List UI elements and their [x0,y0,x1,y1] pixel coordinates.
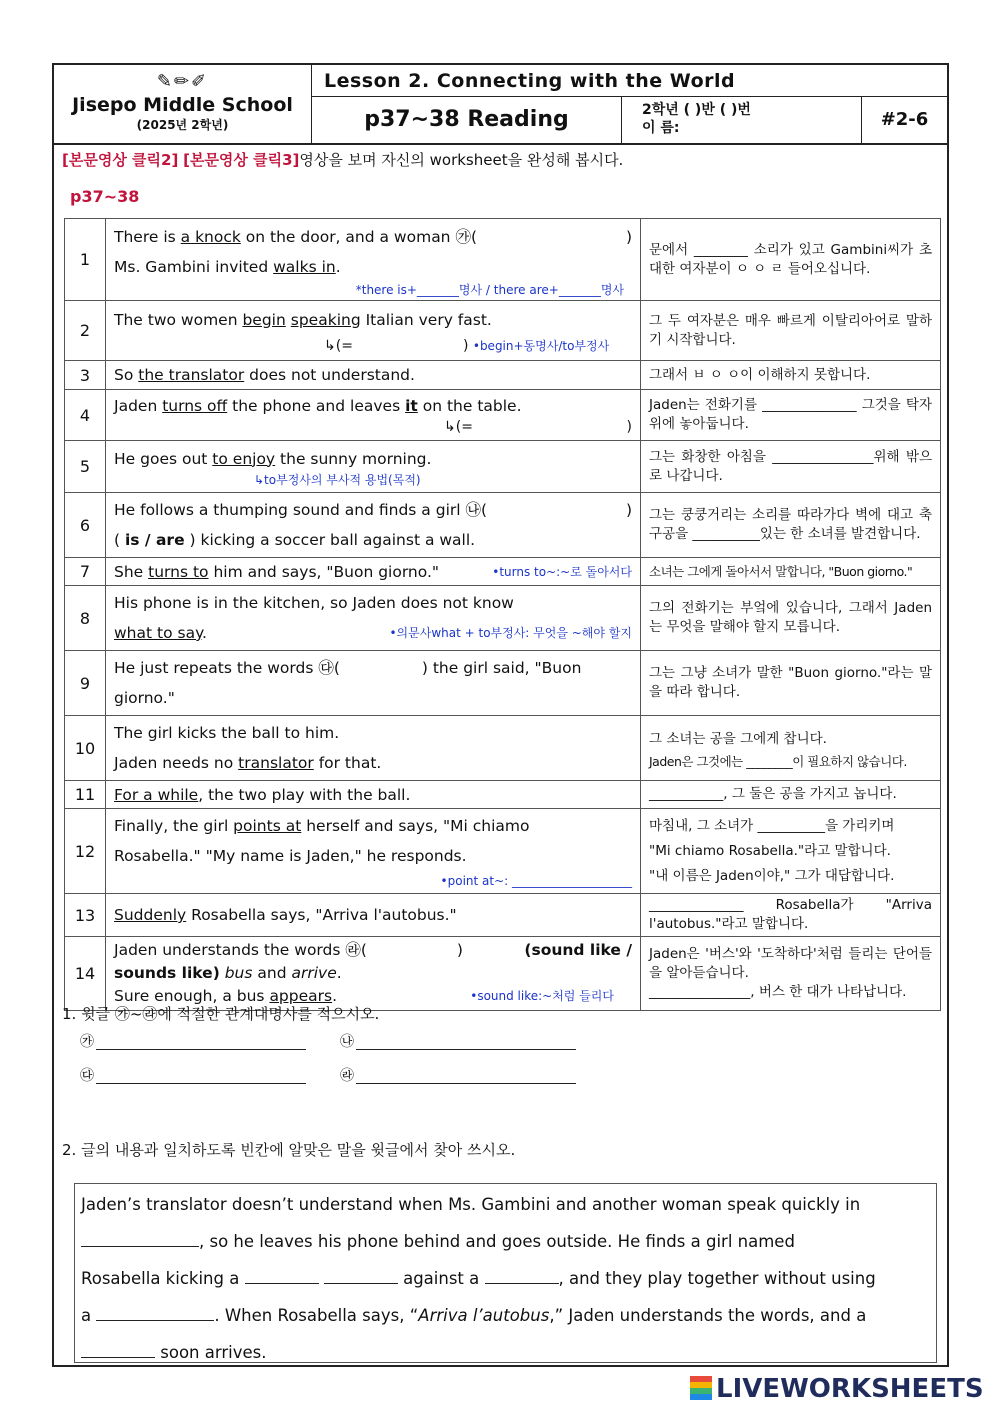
answer-line-ra[interactable] [356,1083,576,1084]
english-text: He just repeats the words ㉰( ) the girl said, "Buon giorno." [106,651,641,716]
summary-blank[interactable] [245,1270,319,1284]
table-row [65,894,941,937]
reading-table [64,218,941,1011]
row-number: 5 [65,441,106,493]
table-row [65,390,941,441]
worksheet [52,63,949,1367]
korean-text: Jaden는 전화기를 ______________ 그것을 탁자 위에 놓아둡니다. [641,390,941,441]
row-number: 4 [65,390,106,441]
english-text: Jaden understands the words ㉱( ) (sound like / sounds like) bus and arrive. Sure enough, a bus appears. •sound like:~처럼 들리다 [106,937,641,1011]
korean-text: 그는 쿵쿵거리는 소리를 따라가다 벽에 대고 축구공을 __________있는 한 소녀를 발견합니다. [641,493,941,558]
table-row [65,937,941,1011]
row-number: 8 [65,586,106,651]
liveworksheets-badge-icon [690,1376,712,1400]
row-number: 7 [65,558,106,586]
korean-text: 소녀는 그에게 돌아서서 말합니다, "Buon giorno." [641,558,941,586]
english-text: He goes out to enjoy the sunny morning. ↳to부정사의 부사적 용법(목적) [106,441,641,493]
row-number: 1 [65,219,106,301]
table-row [65,558,941,586]
school-year: (2025년 2학년) [136,118,229,132]
grammar-note: •sound like:~처럼 들리다 [470,989,614,1003]
pencil-icons: ✎✏✐ [156,71,209,92]
label-ga: ㉮ [80,1034,94,1050]
table-row [65,441,941,493]
english-text: Suddenly Rosabella says, "Arriva l'autobus." [106,894,641,937]
grammar-note: *there is+_______명사 / there are+_______명사 [355,282,624,297]
korean-text: 마침내, 그 소녀가 __________을 가리키며 "Mi chiamo Rosabella."라고 말합니다. "내 이름은 Jaden이야," 그가 대답합니다. [641,809,941,894]
class-number-field[interactable]: 2학년 ( )반 ( )번 [642,102,751,118]
table-row [65,493,941,558]
row-number: 10 [65,716,106,781]
english-text: So the translator does not understand. [106,361,641,390]
table-row [65,716,941,781]
summary-box: Jaden’s translator doesn’t understand when Ms. Gambini and another woman speak quickly in , so he leaves his phone behind and goes outside. He finds a girl named Rosabella kicking a against a , and they play together without using a . When Rosabella says, “Arriva l’autobus,” Jaden understands the words, and a soon arrives. [74,1183,937,1363]
korean-text: 그의 전화기는 부엌에 있습니다, 그래서 Jaden는 무엇을 말해야 할지 모릅니다. [641,586,941,651]
school-name: Jisepo Middle School [72,94,293,116]
summary-blank[interactable] [81,1344,155,1358]
header [54,65,947,145]
worksheet-code: #2-6 [880,109,929,130]
student-name-field[interactable]: 이 름: [642,120,680,136]
row-number: 13 [65,894,106,937]
korean-text: 그는 그냥 소녀가 말한 "Buon giorno."라는 말을 따라 합니다. [641,651,941,716]
label-da: ㉰ [80,1068,94,1084]
lesson-title: Lesson 2. Connecting with the World [312,65,947,97]
answer-line-na[interactable] [356,1049,576,1050]
korean-text: 문에서 ________ 소리가 있고 Gambini씨가 초대한 여자분이 ㅇ ㅇ ㄹ 들어오십니다. [641,219,941,301]
intro-line [62,149,623,170]
grammar-note: •point at~: ____________________ [440,874,632,888]
video-link-3[interactable]: [본문영상 클릭3] [183,151,300,169]
grammar-note: ↳to부정사의 부사적 용법(목적) [254,472,421,487]
school-box [54,65,312,143]
grammar-note: •turns to~:~로 돌아서다 [492,564,632,579]
intro-text: 영상을 보며 자신의 worksheet을 완성해 봅시다. [299,151,624,169]
liveworksheets-logo: LIVEWORKSHEETS [690,1374,984,1404]
summary-blank[interactable] [96,1307,214,1321]
video-link-2[interactable]: [본문영상 클릭2] [62,151,179,169]
page-caption: p37~38 [70,187,140,206]
table-row [65,361,941,390]
english-text: Jaden turns off the phone and leaves it on the table. ↳(= ) [106,390,641,441]
table-row [65,586,941,651]
table-row [65,219,941,301]
table-row [65,651,941,716]
row-number: 9 [65,651,106,716]
row-number: 6 [65,493,106,558]
table-row [65,301,941,361]
korean-text: 그 소녀는 공을 그에게 찹니다. Jaden은 그것에는 ________이 필요하지 않습니다. [641,716,941,781]
label-na: ㉯ [340,1034,354,1050]
korean-text: 그래서 ㅂ ㅇ ㅇ이 이해하지 못합니다. [641,361,941,390]
korean-text: Jaden은 '버스'와 '도착하다'처럼 들리는 단어들을 알아듣습니다. _______________, 버스 한 대가 나타납니다. [641,937,941,1011]
english-text: The girl kicks the ball to him. Jaden needs no translator for that. [106,716,641,781]
english-text: For a while, the two play with the ball. [106,781,641,809]
english-text: He follows a thumping sound and finds a girl ㉯( ) ( is / are ) kicking a soccer ball against a wall. [106,493,641,558]
grammar-note: •begin+동명사/to부정사 [472,338,610,353]
row-number: 3 [65,361,106,390]
summary-blank[interactable] [324,1270,398,1284]
english-text: The two women begin speaking Italian very fast. ↳(= ) •begin+동명사/to부정사 [106,301,641,361]
label-ra: ㉱ [340,1068,354,1084]
grammar-note: •의문사what + to부정사: 무엇을 ~해야 할지 [389,626,632,640]
row-number: 14 [65,937,106,1011]
korean-text: ___________, 그 둘은 공을 가지고 놉니다. [641,781,941,809]
english-text: She turns to him and says, "Buon giorno." •turns to~:~로 돌아서다 [106,558,641,586]
row-number: 11 [65,781,106,809]
english-text: His phone is in the kitchen, so Jaden does not know what to say. •의문사what + to부정사: 무엇을 ~해야 할지 [106,586,641,651]
korean-text: ______________ Rosabella가 "Arriva l'autobus."라고 말합니다. [641,894,941,937]
korean-text: 그는 화창한 아침을 _______________위해 밖으로 나갑니다. [641,441,941,493]
english-text: Finally, the girl points at herself and says, "Mi chiamo Rosabella." "My name is Jaden," he responds. •point at~: ____________________ [106,809,641,894]
is-are-choice[interactable]: is / are [124,531,185,549]
summary-blank[interactable] [485,1270,559,1284]
class-info [622,97,862,143]
korean-text: 그 두 여자분은 매우 빠르게 이탈리아어로 말하기 시작합니다. [641,301,941,361]
answer-line-ga[interactable] [96,1049,306,1050]
table-row [65,781,941,809]
question-2: 2. 글의 내용과 일치하도록 빈칸에 알맞은 말을 윗글에서 찾아 쓰시오. [62,1141,516,1159]
summary-blank[interactable] [81,1233,199,1247]
question-1: 1. 윗글 ㉮~㉱에 적절한 관계대명사를 적으시오. [62,1005,380,1023]
answer-line-da[interactable] [96,1083,306,1084]
english-text: There is a knock on the door, and a woman ㉮( ) Ms. Gambini invited walks in. *there is+_______명사 / there are+_______명사 [106,219,641,301]
reading-title: p37~38 Reading [312,97,622,143]
row-number: 2 [65,301,106,361]
table-row [65,809,941,894]
row-number: 12 [65,809,106,894]
